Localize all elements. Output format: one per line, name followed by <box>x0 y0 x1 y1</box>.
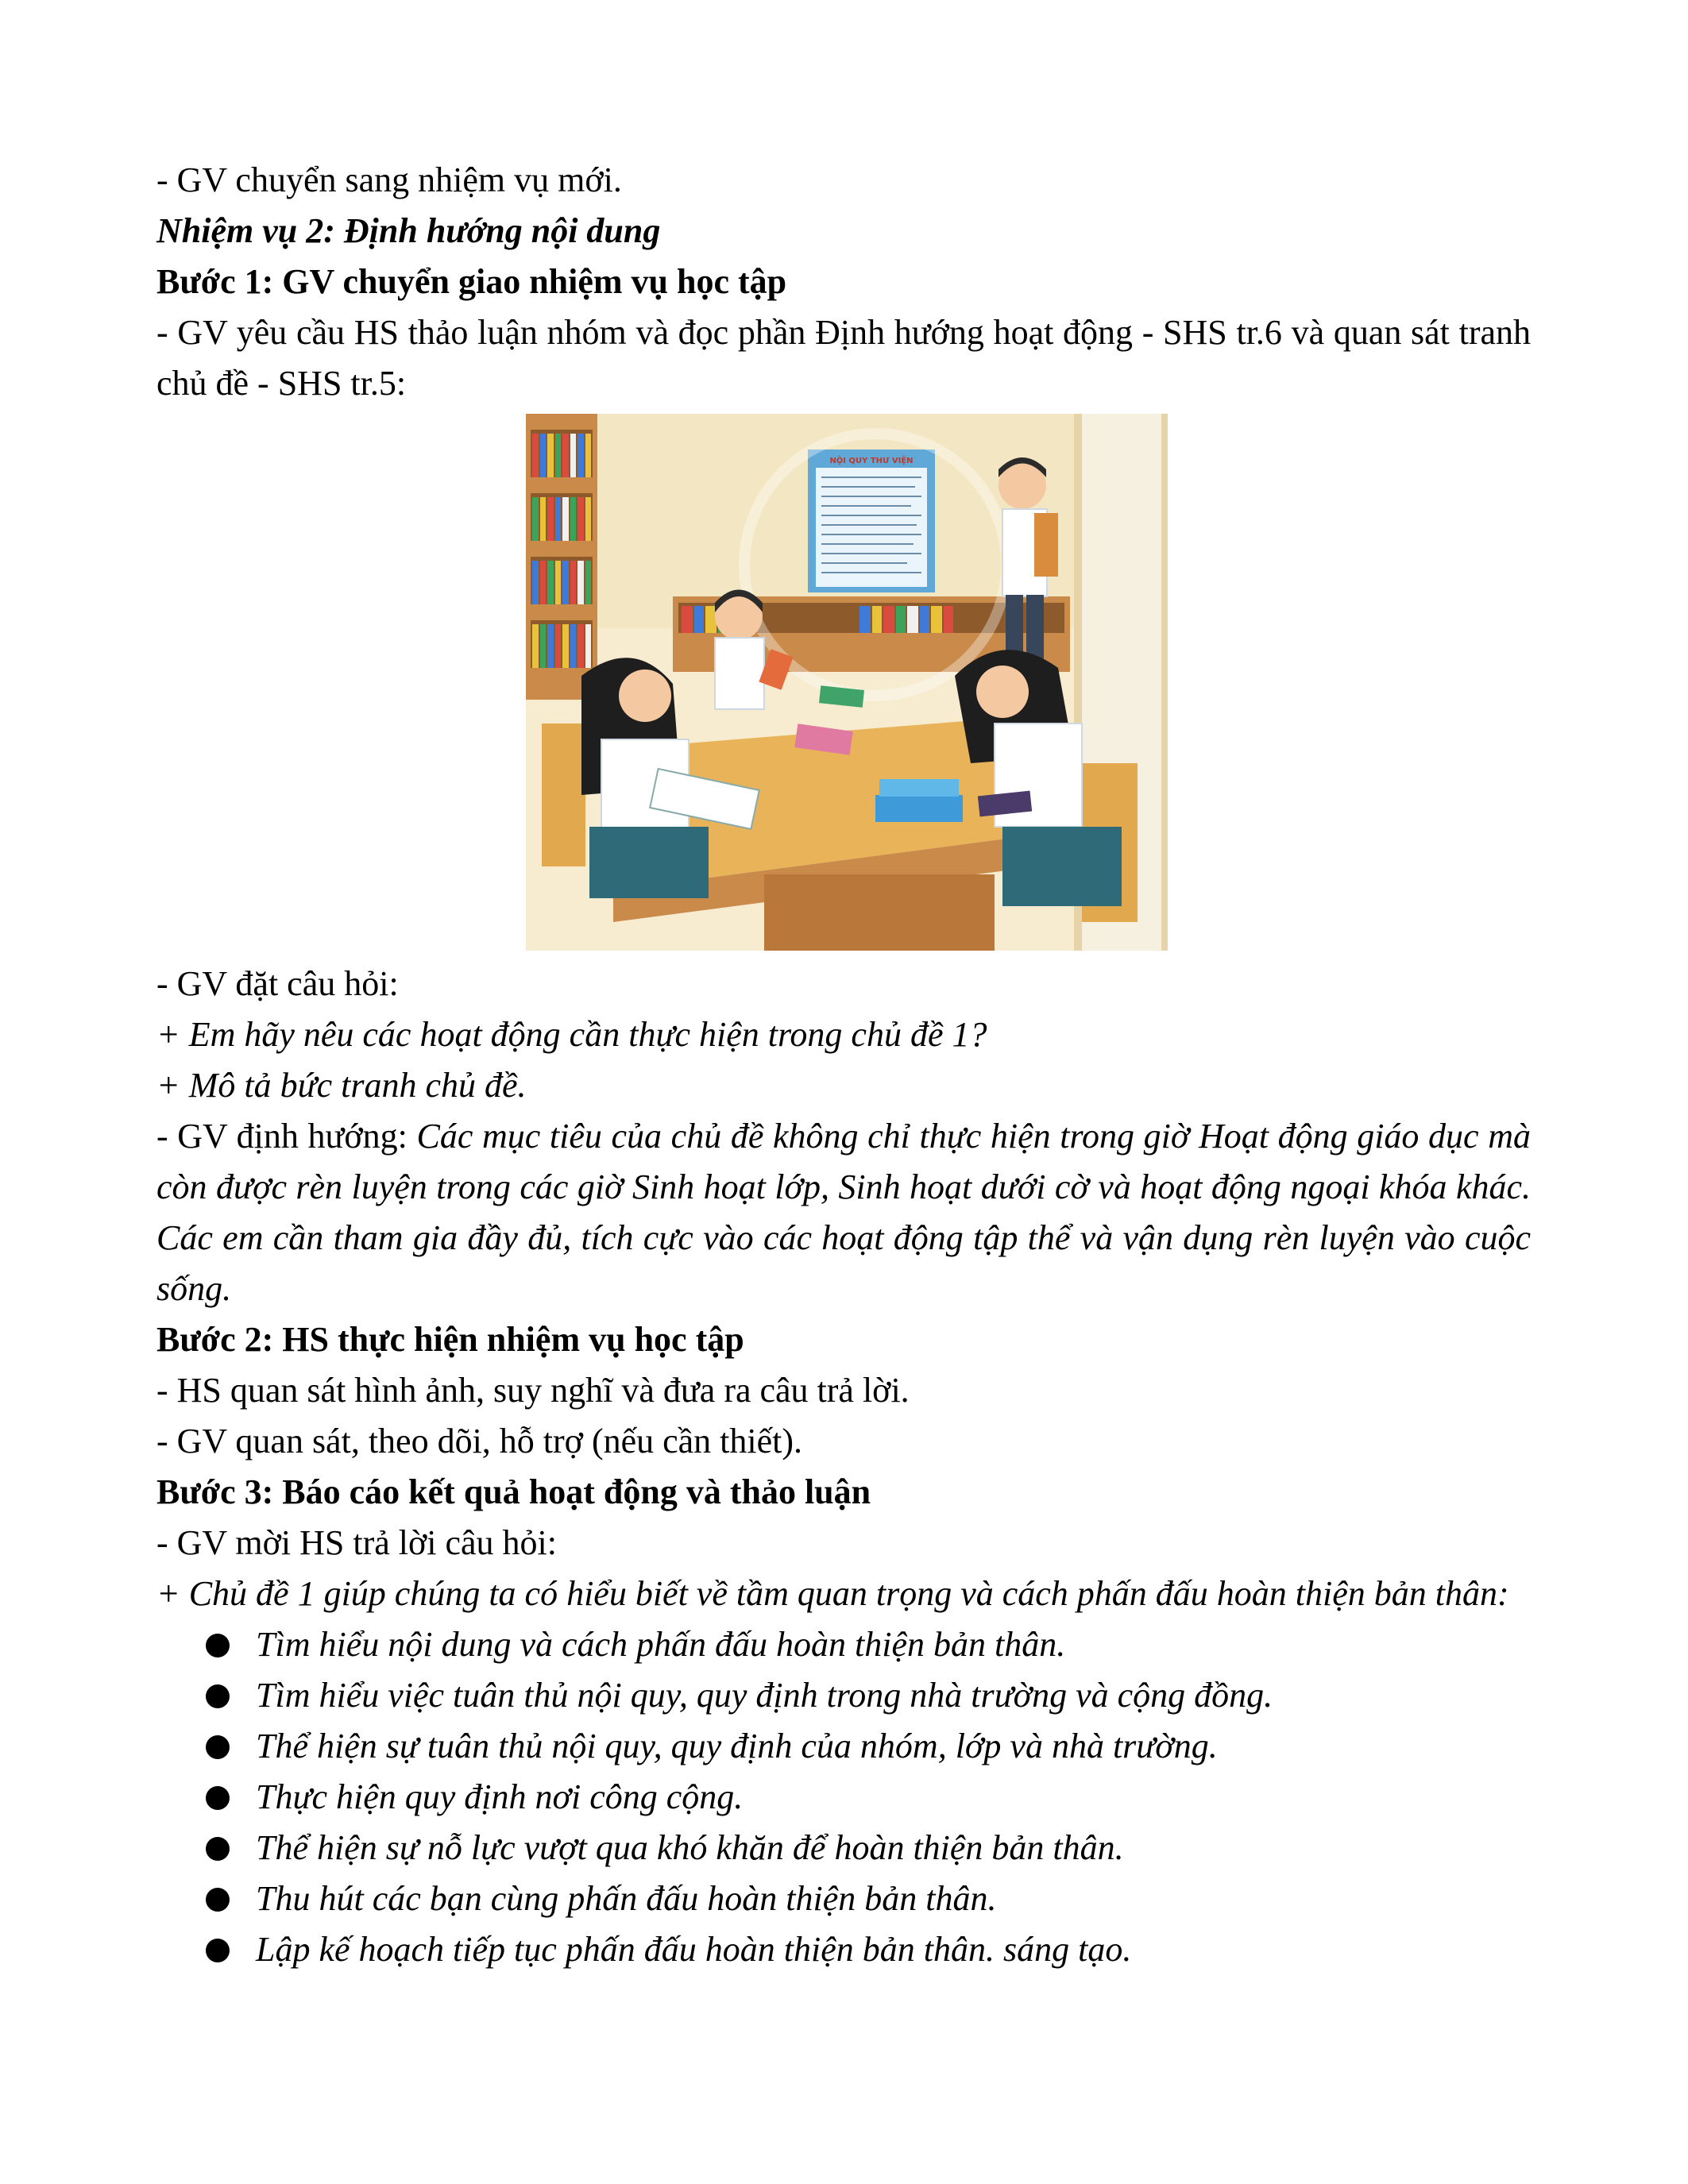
list-item: Thể hiện sự tuân thủ nội quy, quy định của nhóm, lớp và nhà trường. <box>156 1721 1531 1772</box>
library-illustration <box>526 414 1168 951</box>
step2-heading: Bước 2: HS thực hiện nhiệm vụ học tập <box>156 1320 744 1359</box>
list-item: Tìm hiểu nội dung và cách phấn đấu hoàn thiện bản thân. <box>156 1619 1531 1670</box>
list-item: Thể hiện sự nỗ lực vượt qua khó khăn để hoàn thiện bản thân. <box>156 1823 1531 1873</box>
poster-title: NỘI QUY THƯ VIỆN <box>829 457 914 465</box>
orientation-paragraph <box>156 1111 1531 1314</box>
bullet-icon <box>206 1735 230 1759</box>
bullet-icon <box>206 1786 230 1810</box>
step3-line-2: + Chủ đề 1 giúp chúng ta có hiểu biết về tầm quan trọng và cách phấn đấu hoàn thiện bản thân: <box>156 1574 1509 1613</box>
list-item: Thực hiện quy định nơi công cộng. <box>156 1772 1531 1823</box>
bullet-icon <box>206 1684 230 1708</box>
bullet-icon <box>206 1888 230 1912</box>
blue-books-stack <box>875 795 963 822</box>
step1-text: - GV yêu cầu HS thảo luận nhóm và đọc phần Định hướng hoạt động - SHS tr.6 và quan sát tranh chủ đề - SHS tr.5: <box>156 313 1531 403</box>
step3-heading: Bước 3: Báo cáo kết quả hoạt động và thảo luận <box>156 1472 871 1511</box>
question-2: + Mô tả bức tranh chủ đề. <box>156 1066 527 1105</box>
step3-line-1: - GV mời HS trả lời câu hỏi: <box>156 1523 558 1562</box>
orientation-prefix: - GV định hướng: <box>156 1117 417 1156</box>
ask-label: - GV đặt câu hỏi: <box>156 964 399 1003</box>
list-item: Tìm hiểu việc tuân thủ nội quy, quy định trong nhà trường và cộng đồng. <box>156 1670 1531 1721</box>
library-illustration-svg <box>526 414 1168 951</box>
bullet-icon <box>206 1939 230 1962</box>
list-item: Lập kế hoạch tiếp tục phấn đấu hoàn thiện bản thân. sáng tạo. <box>156 1924 1531 1975</box>
step2-line-2: - GV quan sát, theo dõi, hỗ trợ (nếu cần thiết). <box>156 1422 803 1461</box>
step2-line-1: - HS quan sát hình ảnh, suy nghĩ và đưa ra câu trả lời. <box>156 1371 910 1410</box>
list-item: Thu hút các bạn cùng phấn đấu hoàn thiện bản thân. <box>156 1873 1531 1924</box>
step1-heading: Bước 1: GV chuyển giao nhiệm vụ học tập <box>156 262 787 301</box>
left-chair <box>542 723 585 866</box>
bullet-icon <box>206 1837 230 1861</box>
document-content <box>156 155 1531 1975</box>
orientation-text: Các mục tiêu của chủ đề không chỉ thực hiện trong giờ Hoạt động giáo dục mà còn được rèn luyện trong các giờ Sinh hoạt lớp, Sinh hoạt dưới cờ và hoạt động ngoại khóa khác. Các em cần tham gia đầy đủ, tích cực vào các hoạt động tập thể và vận dụng rèn luyện vào cuộc sống. <box>156 1117 1531 1308</box>
task2-heading: Nhiệm vụ 2: Định hướng nội dung <box>156 211 661 250</box>
bullet-icon <box>206 1634 230 1657</box>
table-base <box>764 874 995 951</box>
activity-bullet-list <box>156 1619 1531 1975</box>
question-1: + Em hãy nêu các hoạt động cần thực hiện trong chủ đề 1? <box>156 1015 987 1054</box>
paragraph-next-task: - GV chuyển sang nhiệm vụ mới. <box>156 160 622 199</box>
